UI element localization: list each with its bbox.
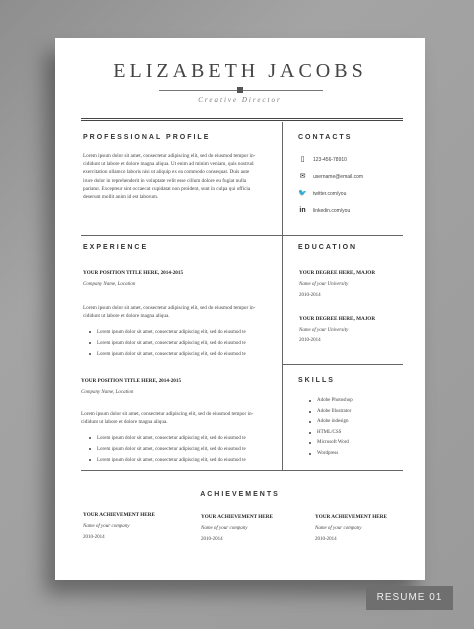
list-item: Wordpress (307, 449, 397, 460)
list-item: Lorem ipsum dolor sit amet, consectetur adipiscing elit, sed do eiusmod te (87, 327, 277, 338)
list-item: Lorem ipsum dolor sit amet, consectetur adipiscing elit, sed do eiusmod te (87, 444, 277, 455)
contact-linkedin: in linkedin.com/you (299, 207, 351, 214)
column-divider (282, 122, 283, 470)
education-skills-divider (282, 364, 403, 365)
list-item: Adobe Photoshop (307, 396, 397, 407)
achievements-heading: ACHIEVEMENTS (200, 491, 280, 498)
profile-heading: PROFESSIONAL PROFILE (83, 134, 211, 141)
list-item: Adobe indesign (307, 417, 397, 428)
resume-badge: RESUME 01 (366, 586, 453, 610)
contact-phone: ▯ 123-456-78910 (298, 155, 347, 164)
job-title: Creative Director (198, 96, 282, 104)
list-item: HTML/CSS (307, 428, 397, 439)
list-item: Lorem ipsum dolor sit amet, consectetur adipiscing elit, sed do eiusmod te (87, 455, 277, 466)
profile-text: Lorem ipsum dolor sit amet, consectetur adipiscing elit, sed do eiusmod tempor in- cididunt ut labore et dolore magna aliqua. Ut enim ad minim veniam, quis nostrud exercitation ullamco laboris nisi ut aliquip ex ea commodo consequat. Duis aute irure dolor in reprehenderit in voluptate velit esse cillum dolore eu fugiat nulla pariatur. Excepteur sint occaecat cupidatat non proident, sunt in culpa qui officia deserunt mollit anim id est laborum. (83, 153, 256, 201)
achievement-1-company: Name of your company (83, 524, 130, 529)
list-item: Lorem ipsum dolor sit amet, consectetur adipiscing elit, sed do eiusmod te (87, 433, 277, 444)
skills-list (307, 396, 397, 459)
school-1: Name of your University (299, 282, 349, 287)
contact-twitter: 🐦 twitter.com/you (298, 189, 347, 197)
list-item: Lorem ipsum dolor sit amet, consectetur adipiscing elit, sed do eiusmod te (87, 338, 277, 349)
achievement-3-title: YOUR ACHIEVEMENT HERE (315, 514, 387, 520)
degree-1: YOUR DEGREE HERE, MAJOR (299, 270, 376, 276)
achievement-2-title: YOUR ACHIEVEMENT HERE (201, 514, 273, 520)
job-2-bullets (87, 433, 277, 466)
divider-ornament (237, 87, 243, 93)
education-1-dates: 2010-2014 (299, 293, 321, 298)
achievement-3-dates: 2010-2014 (315, 537, 337, 542)
achievement-2-dates: 2010-2014 (201, 537, 223, 542)
education-2-dates: 2010-2014 (299, 338, 321, 343)
school-2: Name of your University (299, 328, 349, 333)
job-2-title: YOUR POSITION TITLE HERE, 2014-2015 (81, 378, 182, 384)
job-1-summary: Lorem ipsum dolor sit amet, consectetur adipiscing elit, sed do eiusmod tempor in- cididunt ut labore et dolore magna aliqua. (83, 305, 256, 320)
job-1-company: Company Name, Location (83, 282, 136, 287)
job-2-summary: Lorem ipsum dolor sit amet, consectetur adipiscing elit, sed do eiusmod tempor in- cididunt ut labore et dolore magna aliqua. (81, 411, 254, 426)
list-item: Adobe Illustrator (307, 407, 397, 418)
contacts-heading: CONTACTS (298, 134, 353, 141)
contact-email: ✉ username@email.com (299, 172, 364, 180)
resume-page (55, 38, 425, 580)
achievement-1-title: YOUR ACHIEVEMENT HERE (83, 512, 155, 518)
phone-icon: ▯ (300, 155, 305, 163)
achievement-2-company: Name of your company (201, 526, 248, 531)
twitter-icon: 🐦 (298, 189, 307, 197)
degree-2: YOUR DEGREE HERE, MAJOR (299, 316, 376, 322)
list-item: Lorem ipsum dolor sit amet, consectetur adipiscing elit, sed do eiusmod te (87, 349, 277, 360)
row-divider (81, 235, 403, 236)
linkedin-icon: in (299, 207, 306, 214)
mail-icon: ✉ (299, 172, 306, 180)
achievement-1-dates: 2010-2014 (83, 535, 105, 540)
education-heading: EDUCATION (298, 244, 358, 251)
achievements-divider (81, 470, 403, 471)
job-2-company: Company Name, Location (81, 390, 134, 395)
skills-heading: SKILLS (298, 377, 335, 384)
job-1-bullets (87, 327, 277, 360)
job-1-title: YOUR POSITION TITLE HERE, 2014-2015 (83, 270, 184, 276)
resume-name: ELIZABETH JACOBS (113, 60, 367, 82)
header-double-rule (81, 118, 403, 121)
list-item: Microsoft Word (307, 438, 397, 449)
experience-heading: EXPERIENCE (83, 244, 149, 251)
achievement-3-company: Name of your company (315, 526, 362, 531)
